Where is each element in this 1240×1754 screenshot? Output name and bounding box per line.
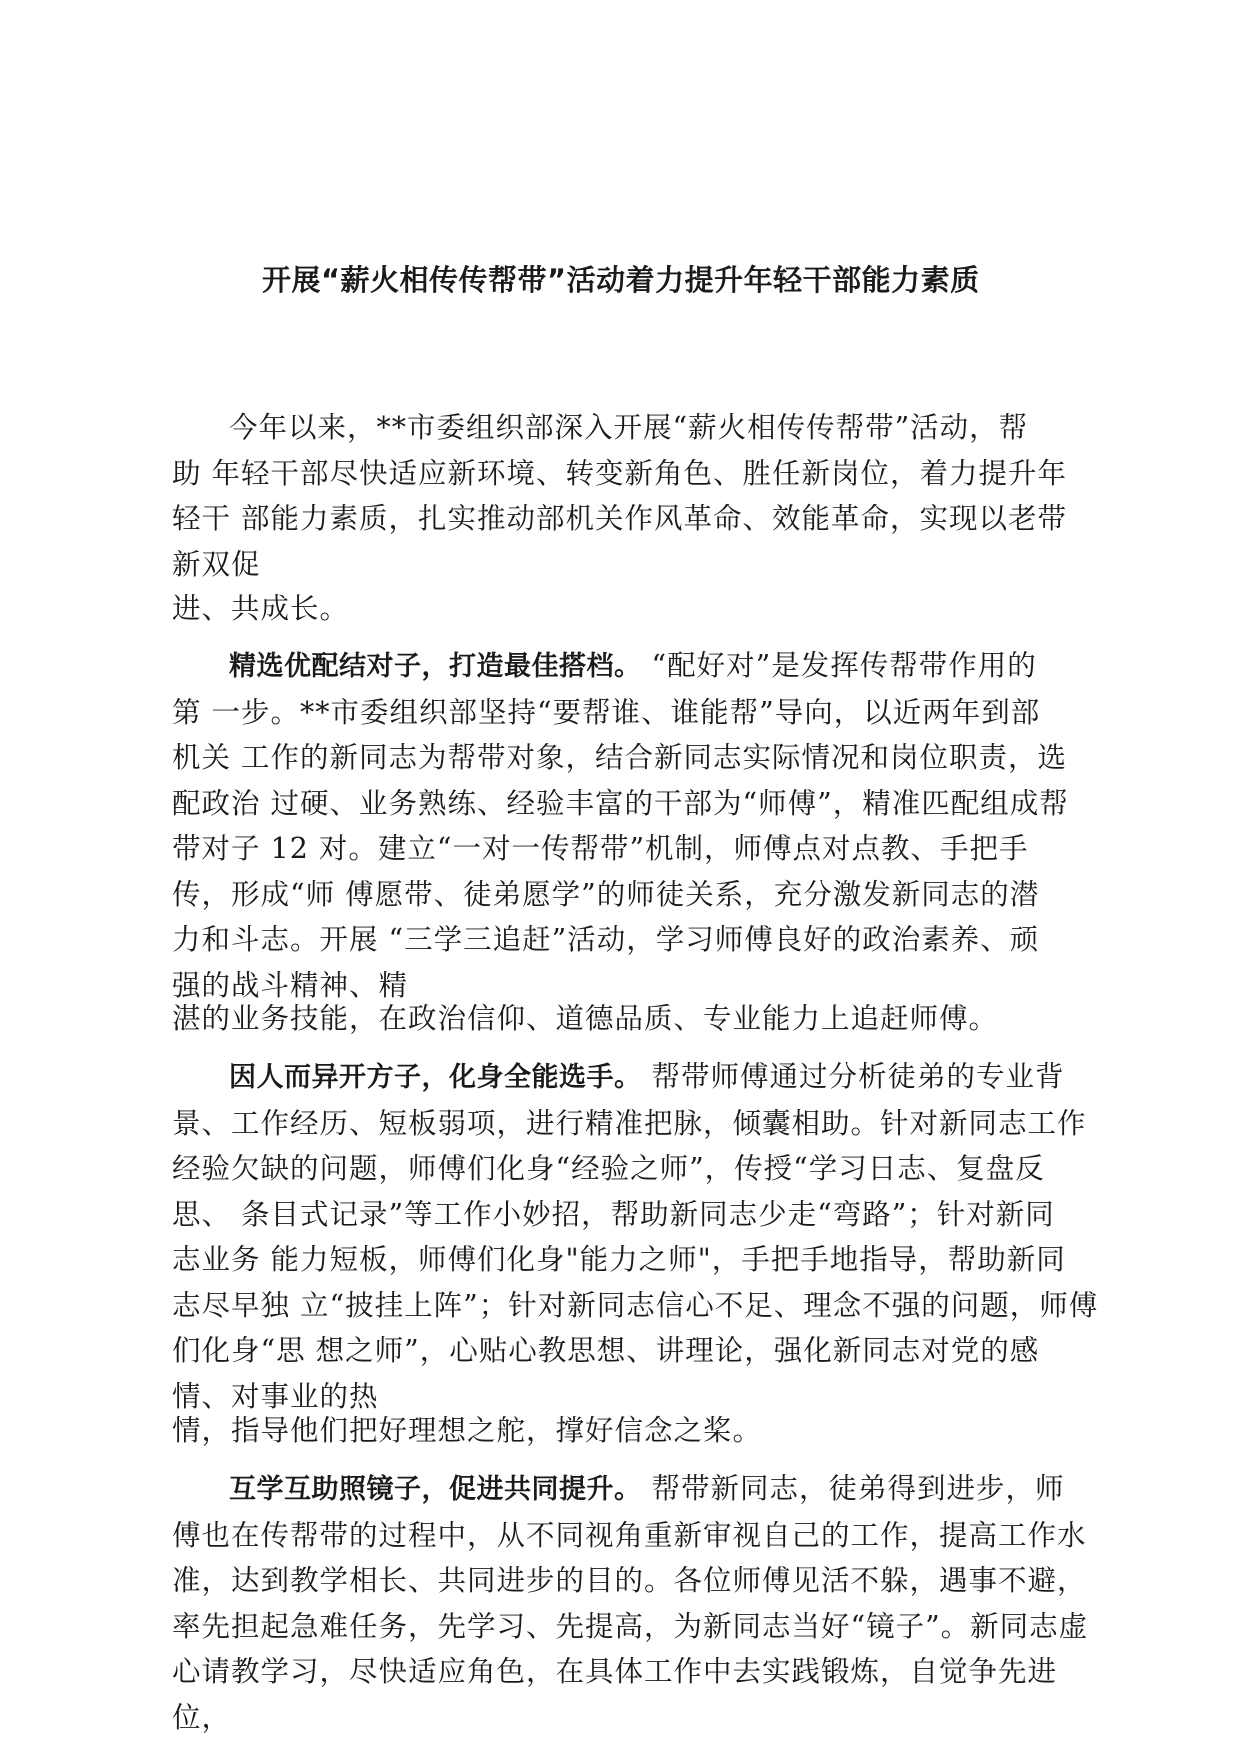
paragraph-tailored-tail: 情，指导他们把好理想之舵，撑好信念之桨。 xyxy=(172,1414,763,1447)
paragraph-tailored xyxy=(172,1054,1099,1419)
paragraph-lead-heading: 互学互助照镜子，促进共同提升。 xyxy=(229,1474,642,1505)
paragraph-line: 志尽早独 立“披挂上阵”；针对新同志信心不足、理念不强的问题，师傅 xyxy=(172,1288,1099,1322)
paragraph-line: 们化身“思 想之师”，心贴心教思想、讲理论，强化新同志对党的感 xyxy=(172,1334,1040,1367)
paragraph-line: 志业务 能力短板，师傅们化身"能力之师"，手把手地指导，帮助新同 xyxy=(172,1243,1066,1276)
paragraph-first-line-rest: “配好对”是发挥传帮带作用的 xyxy=(641,649,1037,682)
paragraph-pairing-tail: 湛的业务技能，在政治信仰、道德品质、专业能力上追赶师傅。 xyxy=(172,1002,999,1035)
paragraph-line: 情、对事业的热 xyxy=(172,1379,379,1413)
paragraph-line: 助 年轻干部尽快适应新环境、转变新角色、胜任新岗位，着力提升年 xyxy=(172,456,1068,490)
paragraph-line: 今年以来，**市委组织部深入开展“薪火相传传帮带”活动，帮 xyxy=(229,411,1029,444)
paragraph-line: 第 一步。**市委组织部坚持“要帮谁、谁能帮”导向，以近两年到部 xyxy=(172,695,1041,729)
paragraph-line: 机关 工作的新同志为帮带对象，结合新同志实际情况和岗位职责，选 xyxy=(172,741,1068,774)
paragraph-first-line xyxy=(172,1054,1092,1101)
paragraph-line: 心请教学习，尽快适应角色，在具体工作中去实践锻炼，自觉争先进 xyxy=(172,1655,1058,1688)
paragraph-first-line-rest: 帮带师傅通过分析徒弟的专业背 xyxy=(641,1060,1065,1093)
paragraph-line: 准，达到教学相长、共同进步的目的。各位师傅见活不躲，遇事不避， xyxy=(172,1564,1087,1597)
paragraph-line: 轻干 部能力素质，扎实推动部机关作风革命、效能革命，实现以老带 xyxy=(172,502,1068,535)
paragraph-line: 思、 条目式记录”等工作小妙招，帮助新同志少走“弯路”；针对新同 xyxy=(172,1197,1055,1231)
paragraph-first-line xyxy=(172,1466,1092,1513)
paragraph-first-line xyxy=(172,643,1092,690)
paragraph-line: 傅也在传帮带的过程中，从不同视角重新审视自己的工作，提高工作水 xyxy=(172,1518,1087,1552)
paragraph-intro xyxy=(172,405,1092,587)
paragraph-line: 强的战斗精神、精 xyxy=(172,968,409,1002)
paragraph-line: 位， xyxy=(172,1700,232,1734)
paragraph-first-line-rest: 帮带新同志，徒弟得到进步，师 xyxy=(641,1472,1065,1505)
paragraph-line: 经验欠缺的问题，师傅们化身“经验之师”，传授“学习日志、复盘反 xyxy=(172,1152,1045,1185)
paragraph-lead-heading: 因人而异开方子，化身全能选手。 xyxy=(229,1062,642,1093)
paragraph-intro-tail: 进、共成长。 xyxy=(172,592,350,625)
paragraph-line: 配政治 过硬、业务熟练、经验丰富的干部为“师傅”，精准匹配组成帮 xyxy=(172,786,1069,820)
paragraph-line: 带对子 12 对。建立“一对一传帮带”机制，师傅点对点教、手把手 xyxy=(172,832,1029,865)
paragraph-line: 传，形成“师 傅愿带、徒弟愿学”的师徒关系，充分激发新同志的潜 xyxy=(172,877,1040,911)
paragraph-line: 景、工作经历、短板弱项，进行精准把脉，倾囊相助。针对新同志工作 xyxy=(172,1106,1087,1140)
paragraph-pairing xyxy=(172,643,1092,1008)
paragraph-line: 新双促 xyxy=(172,547,261,581)
paragraph-mutual xyxy=(172,1466,1092,1740)
paragraph-line: 率先担起急难任务，先学习、先提高，为新同志当好“镜子”。新同志虚 xyxy=(172,1609,1089,1643)
paragraph-lead-heading: 精选优配结对子，打造最佳搭档。 xyxy=(229,651,642,682)
document-title: 开展“薪火相传传帮带”活动着力提升年轻干部能力素质 xyxy=(262,263,980,297)
paragraph-line: 力和斗志。开展 “三学三追赶”活动，学习师傅良好的政治素养、顽 xyxy=(172,923,1040,956)
